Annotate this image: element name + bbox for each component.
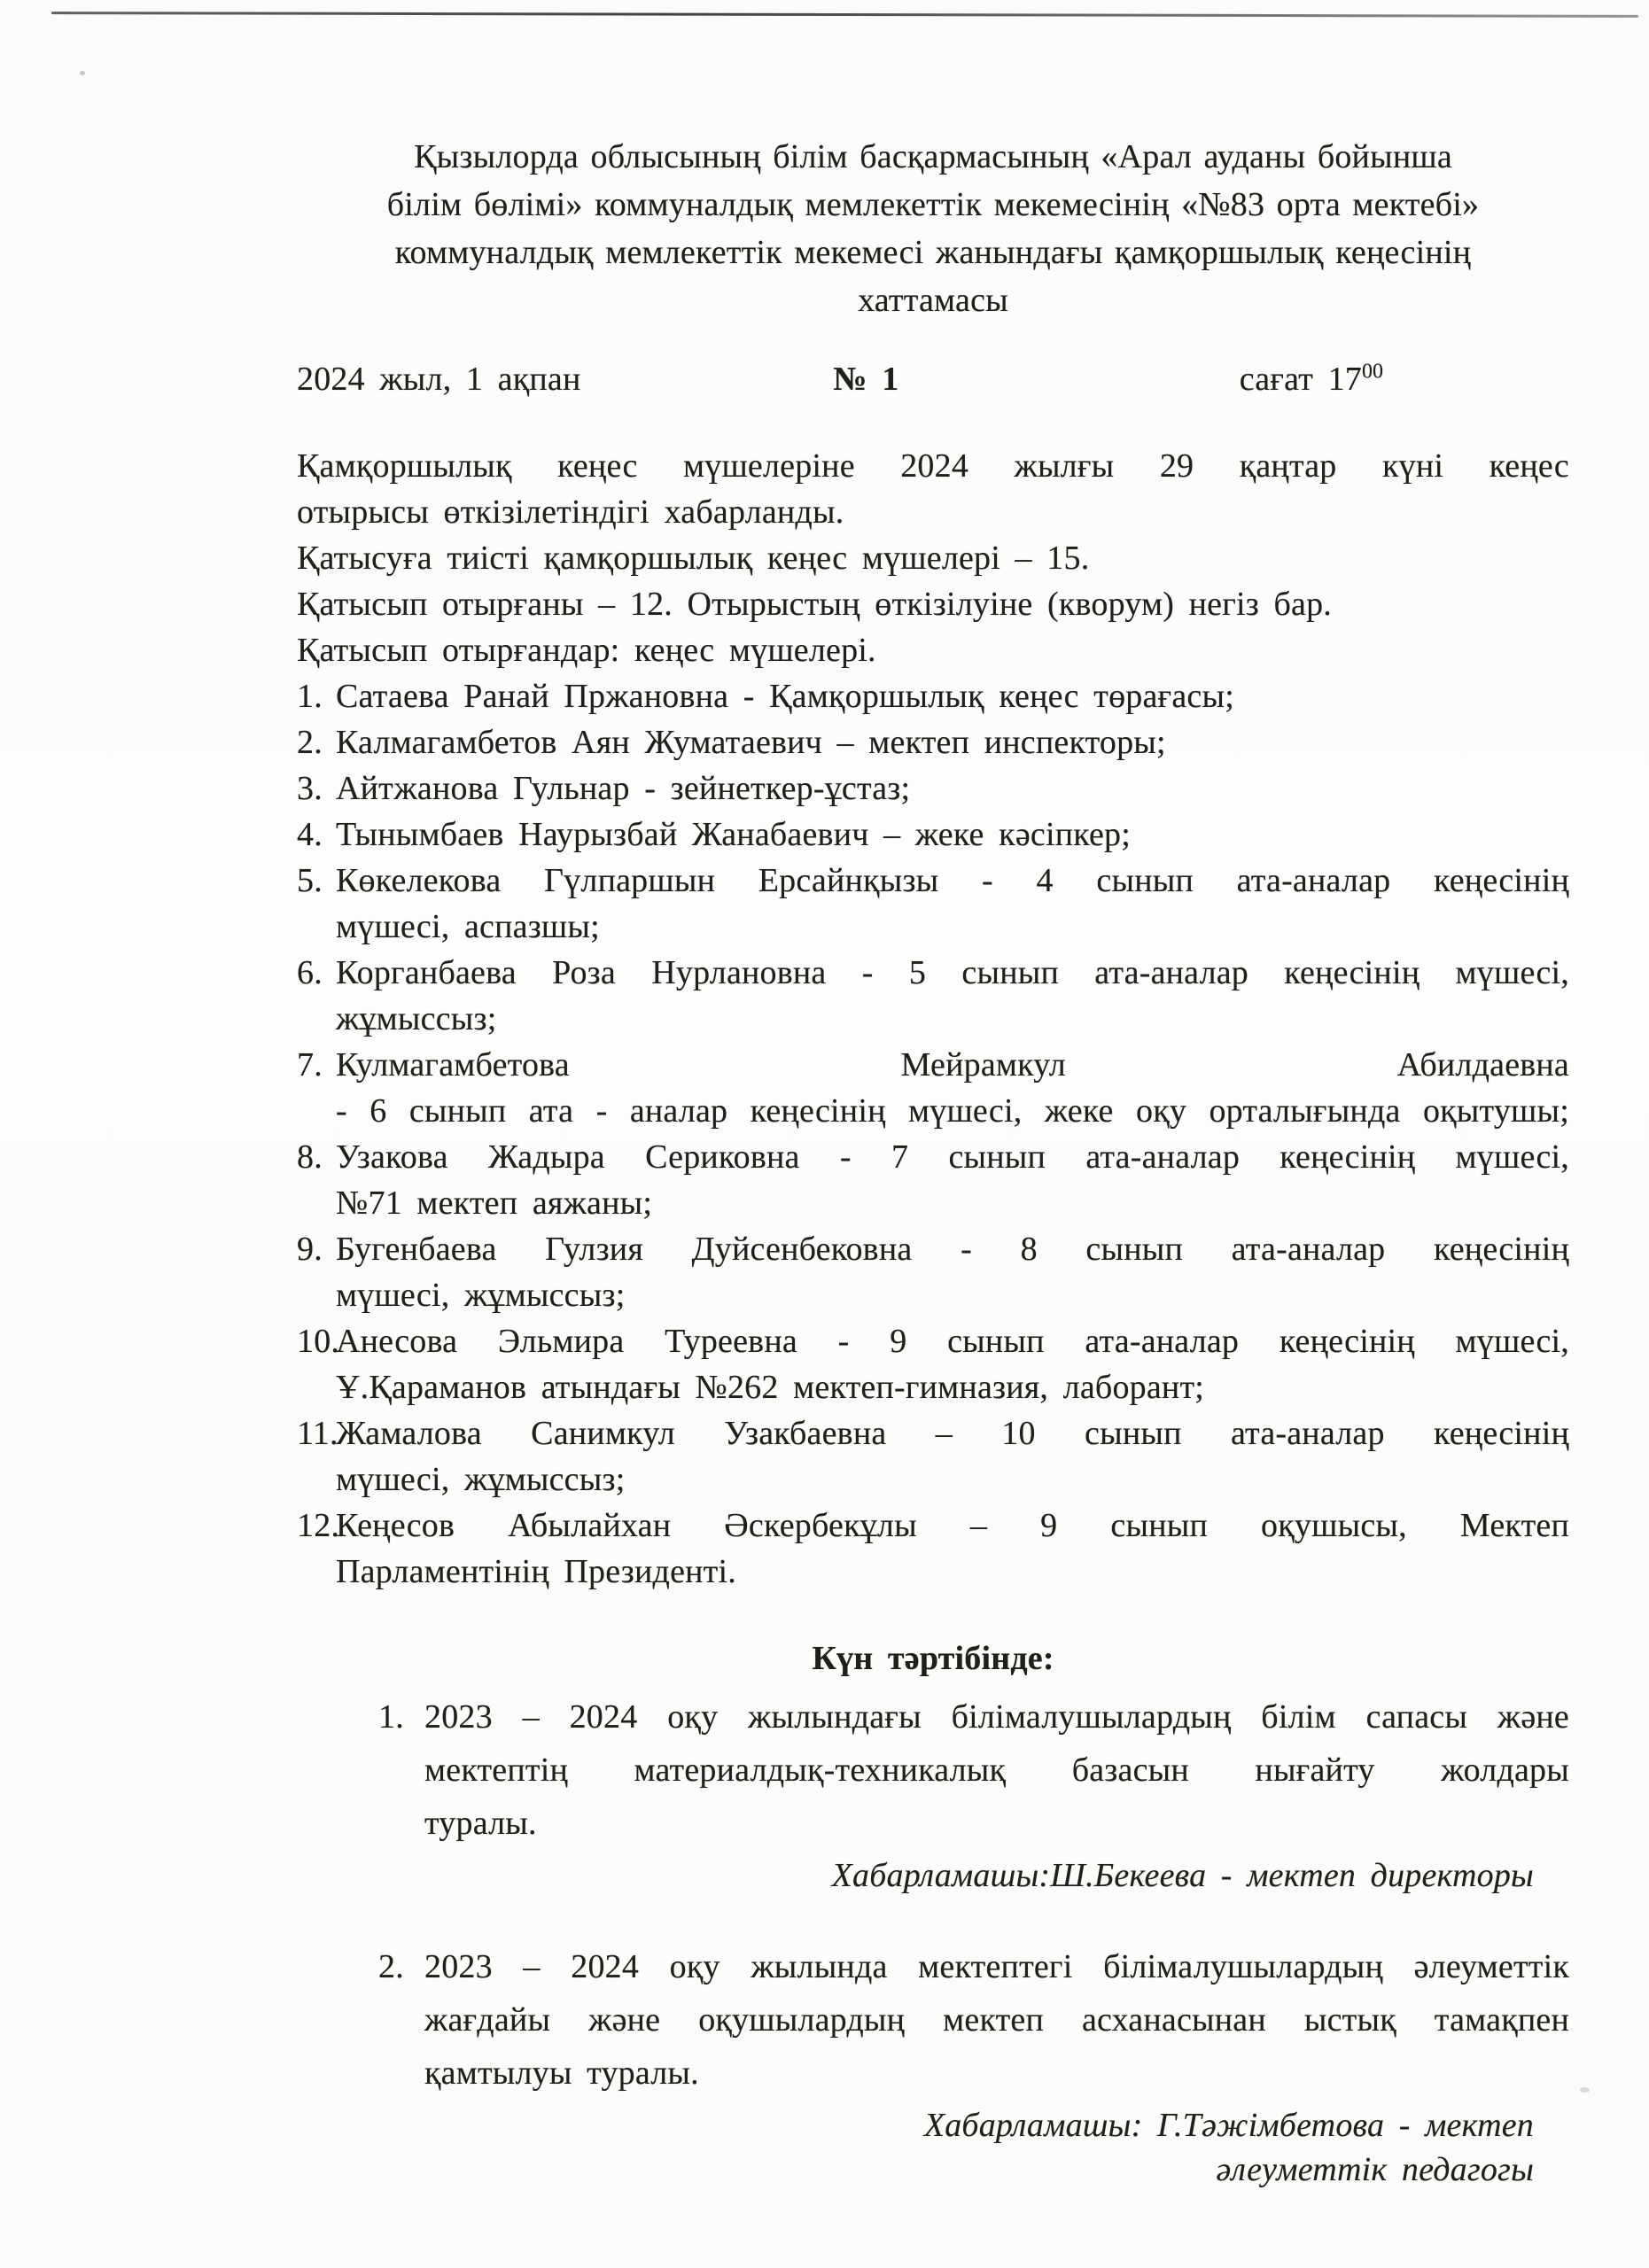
agenda-number: 2. <box>378 1948 404 1985</box>
document-title-line-4: хаттамасы <box>858 282 1008 319</box>
member-number: 10. <box>297 1323 340 1360</box>
protocol-meta-row <box>297 356 1569 402</box>
agenda-number: 1. <box>378 1698 404 1736</box>
member-number: 6. <box>297 954 323 991</box>
member-text: Тынымбаев Наурызбай Жанабаевич – жеке кәсіпкер; <box>336 816 1131 853</box>
member-line <box>297 950 1569 996</box>
member-number: 2. <box>297 724 323 761</box>
member-item-2 <box>297 719 1569 765</box>
member-line <box>297 765 1569 812</box>
member-item-5 <box>297 858 1569 950</box>
protocol-time-label: сағат 17 <box>1239 361 1362 398</box>
member-line: Парламентінің Президенті. <box>336 1553 736 1590</box>
member-number: 11. <box>297 1415 338 1452</box>
member-text: Калмагамбетов Аян Жуматаевич – мектеп инспекторы; <box>336 724 1166 761</box>
speaker-note-1: Хабарламашы:Ш.Бекеева - мектеп директоры <box>831 1857 1534 1894</box>
member-text: Узакова Жадыра Сериковна - 7 сынып ата-аналар кеңесінің мүшесі, <box>336 1138 1569 1176</box>
member-line <box>297 812 1569 858</box>
member-number: 9. <box>297 1231 323 1268</box>
member-item-6 <box>297 950 1569 1042</box>
member-line <box>297 1503 1569 1549</box>
member-item-1 <box>297 673 1569 719</box>
member-number: 8. <box>297 1138 323 1176</box>
intro-line: Қамқоршылық кеңес мүшелеріне 2024 жылғы 29 қаңтар күні кеңес <box>297 447 1569 485</box>
intro-line: Қатысуға тиісті қамқоршылық кеңес мүшелері – 15. <box>297 540 1090 577</box>
intro-line: Қатысып отырғандар: кеңес мүшелері. <box>297 632 876 669</box>
member-line <box>297 1226 1569 1272</box>
member-number: 12. <box>297 1507 340 1544</box>
document-title <box>297 133 1569 324</box>
agenda-line: мектептің материалдық-техникалық базасын нығайту жолдары <box>424 1751 1569 1789</box>
member-text: Бугенбаева Гулзия Дуйсенбековна - 8 сынып ата-аналар кеңесінің <box>336 1231 1569 1268</box>
protocol-number: № 1 <box>833 361 899 398</box>
member-text: Жамалова Санимкул Узакбаевна – 10 сынып ата-аналар кеңесінің <box>336 1415 1569 1452</box>
agenda-heading: Күн тәртібінде: <box>812 1640 1054 1677</box>
member-line <box>297 858 1569 904</box>
member-line: №71 мектеп аяжаны; <box>336 1184 653 1222</box>
members-list <box>297 673 1569 1595</box>
protocol-time-minutes: 00 <box>1362 360 1383 384</box>
member-number: 3. <box>297 770 323 807</box>
protocol-date: 2024 жыл, 1 ақпан <box>297 361 581 398</box>
member-number: 5. <box>297 862 323 899</box>
member-line <box>297 1134 1569 1180</box>
agenda-line: қамтылуы туралы. <box>424 2054 699 2092</box>
member-text: Анесова Эльмира Туреевна - 9 сынып ата-аналар кеңесінің мүшесі, <box>336 1323 1569 1360</box>
member-line: мүшесі, жұмыссыз; <box>336 1461 626 1498</box>
agenda-item-2 <box>378 1940 1569 2192</box>
member-line <box>297 1410 1569 1456</box>
member-item-8 <box>297 1134 1569 1226</box>
document-title-line-2: білім бөлімі» коммуналдық мемлекеттік мекемесінің «№83 орта мектебі» <box>386 186 1480 223</box>
intro-paragraphs <box>297 443 1569 673</box>
member-text: Кеңесов Абылайхан Әскербекұлы – 9 сынып оқушысы, Мектеп <box>336 1507 1569 1544</box>
scan-speck <box>80 71 85 75</box>
agenda-text: 2023 – 2024 оқу жылындағы білімалушылардың білім сапасы және <box>424 1698 1569 1736</box>
member-item-3 <box>297 765 1569 812</box>
member-line: мүшесі, жұмыссыз; <box>336 1277 626 1314</box>
member-text: Көкелекова Гүлпаршын Ерсайнқызы - 4 сынып ата-аналар кеңесінің <box>336 862 1569 899</box>
member-text: Кулмагамбетова Мейрамкул Абилдаевна <box>336 1046 1569 1084</box>
member-number: 4. <box>297 816 323 853</box>
intro-line: отырысы өткізілетіндігі хабарланды. <box>297 493 844 531</box>
member-line <box>297 673 1569 719</box>
agenda-item-1 <box>378 1690 1569 1898</box>
agenda-line <box>378 1940 1569 1993</box>
member-text: Сатаева Ранай Пржановна - Қамқоршылық кеңес төрағасы; <box>336 678 1234 715</box>
scan-artifact-line <box>51 12 1638 18</box>
document-title-line-3: коммуналдық мемлекеттік мекемесі жанындағы қамқоршылық кеңесінің <box>394 234 1472 271</box>
member-number: 7. <box>297 1046 323 1084</box>
document-title-line-1: Қызылорда облысының білім басқармасының «Арал ауданы бойынша <box>414 138 1452 175</box>
member-line: - 6 сынып ата - аналар кеңесінің мүшесі, жеке оқу орталығында оқытушы; <box>336 1092 1569 1130</box>
member-item-7 <box>297 1042 1569 1134</box>
protocol-time <box>898 356 1569 402</box>
member-item-10 <box>297 1318 1569 1410</box>
member-text: Айтжанова Гульнар - зейнеткер-ұстаз; <box>336 770 911 807</box>
scan-speck <box>1580 2087 1590 2093</box>
agenda-line: жағдайы және оқушылардың мектеп асханасынан ыстық тамақпен <box>424 2001 1569 2039</box>
intro-line: Қатысып отырғаны – 12. Отырыстың өткізілуіне (кворум) негіз бар. <box>297 586 1332 623</box>
member-line <box>297 1318 1569 1364</box>
member-item-12 <box>297 1503 1569 1595</box>
member-text: Корганбаева Роза Нурлановна - 5 сынып ата-аналар кеңесінің мүшесі, <box>336 954 1569 991</box>
speaker-note-2: Хабарламашы: Г.Тәжімбетова - мектеп әлеуметтік педагогы <box>923 2107 1534 2188</box>
member-item-9 <box>297 1226 1569 1318</box>
member-line: Ұ.Қараманов атындағы №262 мектеп-гимназия, лаборант; <box>336 1369 1205 1406</box>
agenda-text: 2023 – 2024 оқу жылында мектептегі білімалушылардың әлеуметтік <box>424 1948 1569 1985</box>
member-item-4 <box>297 812 1569 858</box>
agenda-line <box>378 1690 1569 1744</box>
member-line <box>297 719 1569 765</box>
document-body <box>297 133 1569 2192</box>
member-line: жұмыссыз; <box>336 1000 497 1037</box>
member-line: мүшесі, аспазшы; <box>336 908 600 945</box>
member-line <box>297 1042 1569 1088</box>
member-number: 1. <box>297 678 323 715</box>
member-item-11 <box>297 1410 1569 1503</box>
agenda-line: туралы. <box>424 1805 537 1842</box>
agenda-list <box>297 1690 1569 2192</box>
